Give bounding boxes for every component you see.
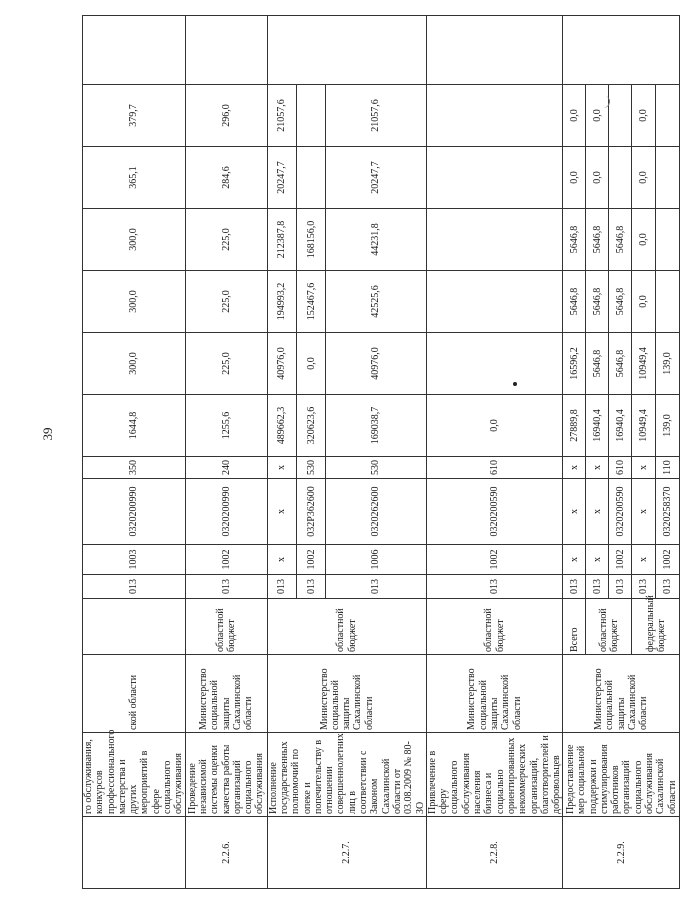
vr-cell: 610	[609, 457, 632, 479]
row-source: федеральный бюджет	[632, 599, 680, 655]
value-cell	[656, 147, 680, 209]
row-number: 2.2.7.	[267, 817, 426, 889]
value-cell	[426, 209, 563, 271]
rz-cell: 1002	[426, 545, 563, 575]
row-number: 2.2.9.	[563, 817, 680, 889]
rz-cell: 1003	[83, 545, 186, 575]
value-cell: 139,0	[656, 333, 680, 395]
value-cell: 1255,6	[185, 395, 267, 457]
row-source: областной бюджет	[185, 599, 267, 655]
value-cell: 139,0	[656, 395, 680, 457]
grbs-cell: 013	[632, 575, 656, 599]
value-cell: 5646,8	[586, 209, 609, 271]
table-row	[185, 16, 267, 889]
value-cell: 284,6	[185, 147, 267, 209]
value-cell: 40976,0	[326, 333, 426, 395]
value-cell	[656, 209, 680, 271]
vr-cell: x	[632, 457, 656, 479]
vr-cell: 530	[326, 457, 426, 479]
rz-cell: 1002	[656, 545, 680, 575]
grbs-cell: 013	[326, 575, 426, 599]
value-cell: 300,0	[83, 271, 186, 333]
row-executor: Министерство социальной защиты Сахалинской области	[563, 655, 680, 733]
value-cell: 16940,4	[586, 395, 609, 457]
value-cell: 0,0	[426, 395, 563, 457]
row-source: Всего	[563, 599, 586, 655]
grbs-cell: 013	[185, 575, 267, 599]
rz-cell: x	[586, 545, 609, 575]
row-source: областной бюджет	[267, 599, 426, 655]
value-cell: 0,0	[632, 271, 656, 333]
row-title: Проведение независимой системы оценки качества работы организаций социального обслуживания	[185, 733, 267, 817]
vr-cell: x	[267, 457, 296, 479]
grbs-cell: 013	[297, 575, 326, 599]
value-cell: 44231,8	[326, 209, 426, 271]
value-cell: 152467,6	[297, 271, 326, 333]
value-cell: 225,0	[185, 209, 267, 271]
rotated-page-area	[82, 16, 678, 889]
row-source: областной бюджет	[586, 599, 632, 655]
grbs-cell: 013	[426, 575, 563, 599]
value-cell: 21057,6	[267, 85, 296, 147]
value-cell	[426, 147, 563, 209]
value-cell: 225,0	[185, 271, 267, 333]
vr-cell: x	[586, 457, 609, 479]
value-cell: 0,0	[563, 85, 586, 147]
grbs-cell: 013	[586, 575, 609, 599]
value-cell: 20247,7	[326, 147, 426, 209]
value-cell: 10949,4	[632, 395, 656, 457]
row-source: областной бюджет	[426, 599, 563, 655]
budget-table	[82, 15, 680, 889]
value-cell	[426, 333, 563, 395]
value-cell: 225,0	[185, 333, 267, 395]
row-number: 2.2.6.	[185, 817, 267, 889]
value-cell: 5646,8	[586, 333, 609, 395]
value-cell: 0,0	[586, 85, 609, 147]
value-cell: 320623,6	[297, 395, 326, 457]
rz-cell: 1002	[297, 545, 326, 575]
csr-cell: x	[632, 479, 656, 545]
value-cell	[656, 271, 680, 333]
value-cell: 296,0	[185, 85, 267, 147]
rotated-table-wrapper	[82, 16, 678, 889]
value-cell: 379,7	[83, 85, 186, 147]
value-cell: 489662,3	[267, 395, 296, 457]
value-cell	[297, 147, 326, 209]
table-row	[563, 16, 586, 889]
value-cell	[656, 85, 680, 147]
value-cell: 16940,4	[609, 395, 632, 457]
value-cell: 212387,8	[267, 209, 296, 271]
value-cell: 0,0	[563, 147, 586, 209]
vr-cell: 350	[83, 457, 186, 479]
csr-cell: 0320200590	[609, 479, 632, 545]
csr-cell: x	[563, 479, 586, 545]
value-cell	[609, 147, 632, 209]
value-cell: 16596,2	[563, 333, 586, 395]
csr-cell: 0320200990	[185, 479, 267, 545]
value-cell: 42525,6	[326, 271, 426, 333]
value-cell: 0,0	[632, 147, 656, 209]
value-cell: 0,0	[632, 85, 656, 147]
table-row	[83, 16, 186, 889]
grbs-cell: 013	[656, 575, 680, 599]
row-source	[83, 599, 186, 655]
value-cell	[426, 271, 563, 333]
csr-cell: 0320200990	[83, 479, 186, 545]
value-cell: 5646,8	[609, 209, 632, 271]
empty-cell	[267, 16, 426, 85]
value-cell: 0,0	[632, 209, 656, 271]
value-cell: 365,1	[83, 147, 186, 209]
value-cell: 194993,2	[267, 271, 296, 333]
rz-cell: 1006	[326, 545, 426, 575]
row-number	[83, 817, 186, 889]
csr-cell: 0320258370	[656, 479, 680, 545]
vr-cell: 110	[656, 457, 680, 479]
value-cell: 300,0	[83, 333, 186, 395]
row-executor: Министерство социальной защиты Сахалинской области	[426, 655, 563, 733]
csr-cell: 032P362600	[297, 479, 326, 545]
value-cell	[426, 85, 563, 147]
empty-cell	[83, 16, 186, 85]
row-executor: Министерство социальной защиты Сахалинской области	[185, 655, 267, 733]
row-executor: Министерство социальной защиты Сахалинской области	[267, 655, 426, 733]
value-cell: 5646,8	[609, 333, 632, 395]
value-cell: 1644,8	[83, 395, 186, 457]
grbs-cell: 013	[83, 575, 186, 599]
value-cell: 5646,8	[563, 271, 586, 333]
rz-cell: x	[267, 545, 296, 575]
value-cell: 0,0	[297, 333, 326, 395]
value-cell: 5646,8	[586, 271, 609, 333]
value-cell: 5646,8	[609, 271, 632, 333]
value-cell	[609, 85, 632, 147]
table-row	[267, 16, 296, 889]
value-cell: 10949,4	[632, 333, 656, 395]
value-cell: 27889,8	[563, 395, 586, 457]
value-cell: 40976,0	[267, 333, 296, 395]
vr-cell: 610	[426, 457, 563, 479]
value-cell: 300,0	[83, 209, 186, 271]
scan-speck	[513, 382, 517, 386]
value-cell: 169038,7	[326, 395, 426, 457]
rz-cell: x	[563, 545, 586, 575]
vr-cell: 240	[185, 457, 267, 479]
row-title: го обслуживания, конкурсов профессионального мастерства и других мероприятий в сфере социального обслуживания	[83, 733, 186, 817]
csr-cell: x	[267, 479, 296, 545]
value-cell: 0,0	[586, 147, 609, 209]
csr-cell: 0320200590	[426, 479, 563, 545]
rz-cell: 1002	[185, 545, 267, 575]
row-title: Исполнение государственных полномочий по опеке и попечительству в отношении совершеннолетних лиц в соответствии с Законом Сахалинской области от 03.08.2009 № 80-ЗО	[267, 733, 426, 817]
value-cell	[297, 85, 326, 147]
grbs-cell: 013	[609, 575, 632, 599]
vr-cell: 530	[297, 457, 326, 479]
value-cell: 21057,6	[326, 85, 426, 147]
empty-cell	[185, 16, 267, 85]
row-executor: ской области	[83, 655, 186, 733]
vr-cell: x	[563, 457, 586, 479]
row-title: Привлечение в сферу социального обслуживания населения бизнеса и социально ориентированных некоммерческих организаций, благотворителей и добровольцев	[426, 733, 563, 817]
empty-cell	[426, 16, 563, 85]
csr-cell: x	[586, 479, 609, 545]
csr-cell: 0320262600	[326, 479, 426, 545]
value-cell: 5646,8	[563, 209, 586, 271]
empty-cell	[563, 16, 680, 85]
row-number: 2.2.8.	[426, 817, 563, 889]
grbs-cell: 013	[563, 575, 586, 599]
page-number: 39	[40, 427, 55, 441]
table-row	[426, 16, 563, 889]
row-title: Предоставление мер социальной поддержки и стимулирования работников организаций социального обслуживания Сахалинской области	[563, 733, 680, 817]
rz-cell: 1002	[609, 545, 632, 575]
value-cell: 20247,7	[267, 147, 296, 209]
value-cell: 168156,0	[297, 209, 326, 271]
grbs-cell: 013	[267, 575, 296, 599]
rz-cell: x	[632, 545, 656, 575]
